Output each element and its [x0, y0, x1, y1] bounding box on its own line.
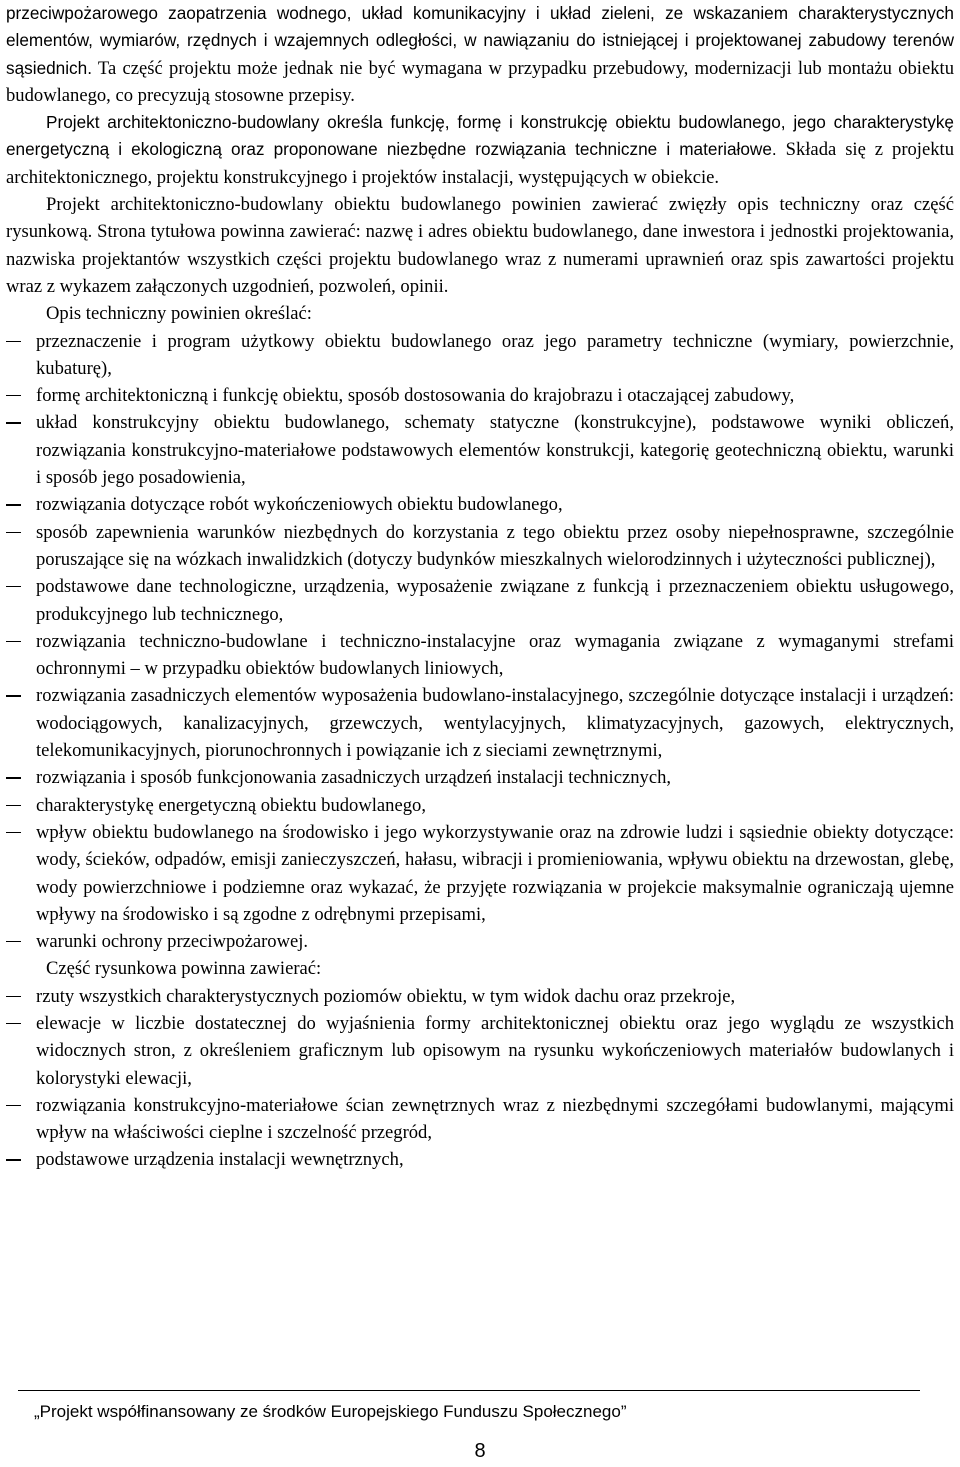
- content-paragraph: [6, 191, 954, 300]
- project-paragraph-part2: Składa się z projektu architektonicznego, projektu konstrukcyjnego i projektów instalacji, występujących w obiekcie.: [6, 139, 954, 188]
- list-item: wpływ obiektu budowlanego na środowisko i jego wykorzystywanie oraz na zdrowie ludzi i sąsiednie obiekty dotyczące: wody, ścieków, odpadów, emisji zanieczyszczeń, hałasu, wibracji i promieniowania, wpływu obiektu na drzewostan, glebę, wody powierzchniowe i podziemne oraz wykazać, że przyjęte rozwiązania w projekcie maksymalnie ograniczają ujemne wpływy na środowisko i są zgodne z odrębnymi przepisami,: [6, 819, 954, 928]
- list-item: sposób zapewnienia warunków niezbędnych do korzystania z tego obiektu przez osoby niepełnosprawne, szczególnie poruszające się na wózkach inwalidzkich (dotyczy budynków mieszkalnych wielorodzinnych i użyteczności publicznej),: [6, 519, 954, 574]
- footer-divider: [18, 1390, 920, 1391]
- list-item: układ konstrukcyjny obiektu budowlanego, schematy statyczne (konstrukcyjne), podstawowe wyniki obliczeń, rozwiązania konstrukcyjno-materiałowe podstawowych elementów konstrukcji, kategorię geotechniczną obiektu, warunki i sposób jego posadowienia,: [6, 409, 954, 491]
- intro-paragraph: [6, 0, 954, 109]
- project-paragraph: [6, 109, 954, 191]
- drawing-part-heading: Część rysunkowa powinna zawierać:: [46, 958, 322, 980]
- list-item: charakterystykę energetyczną obiektu budowlanego,: [6, 792, 954, 819]
- tech-description-heading: Opis techniczny powinien określać:: [46, 303, 312, 325]
- content-paragraph-part1: Projekt architektoniczno-budowlany obiektu budowlanego powinien zawierać zwięzły opis techniczny oraz część rysunkową.: [6, 194, 954, 243]
- list-item: podstawowe dane technologiczne, urządzenia, wyposażenie związane z funkcją i przeznaczeniem obiektu usługowego, produkcyjnego lub technicznego,: [6, 573, 954, 628]
- project-paragraph-part1: Projekt architektoniczno-budowlany określa funkcję, formę i konstrukcję obiektu budowlanego, jego charakterystykę energetyczną i ekologiczną oraz proponowane niezbędne rozwiązania techniczne i materiałowe.: [6, 112, 954, 160]
- footer-note: „Projekt współfinansowany ze środków Europejskiego Funduszu Społecznego”: [34, 1402, 627, 1421]
- list-item: rozwiązania techniczno-budowlane i techniczno-instalacyjne oraz wymagania związane z wymaganymi strefami ochronnymi – w przypadku obiektów budowlanych liniowych,: [6, 628, 954, 683]
- list-item: warunki ochrony przeciwpożarowej.: [6, 928, 954, 955]
- intro-paragraph-part2: Ta część projektu może jednak nie być wymagana w przypadku przebudowy, modernizacji lub montażu obiektu budowlanego, co precyzują stosowne przepisy.: [6, 57, 954, 106]
- content-paragraph-part2: Strona tytułowa powinna zawierać: nazwę i adres obiektu budowlanego, dane inwestora i jednostki projektowania, nazwiska projektantów wszystkich części projektu budowlanego wraz z numerami uprawnień oraz spis zawartości projektu wraz z wykazem załączonych uzgodnień, pozwoleń, opinii.: [6, 221, 954, 297]
- list-item: rozwiązania i sposób funkcjonowania zasadniczych urządzeń instalacji technicznych,: [6, 764, 954, 791]
- intro-paragraph-part1: przeciwpożarowego zaopatrzenia wodnego, układ komunikacyjny i układ zieleni, ze wskazaniem charakterystycznych elementów, wymiarów, rzędnych i wzajemnych odległości, w nawiązaniu do istniejącej i projektowanej zabudowy terenów sąsiednich.: [6, 3, 954, 78]
- list-item: rozwiązania zasadniczych elementów wyposażenia budowlano-instalacyjnego, szczególnie dotyczące instalacji i urządzeń: wodociągowych, kanalizacyjnych, grzewczych, wentylacyjnych, klimatyzacyjnych, gazowych, elektrycznych, telekomunikacyjnych, piorunochronnych i powiązanie ich z sieciami zewnętrznymi,: [6, 682, 954, 764]
- list-item: rozwiązania konstrukcyjno-materiałowe ścian zewnętrznych wraz z niezbędnymi szczegółami budowlanymi, mającymi wpływ na właściwości cieplne i szczelność przegród,: [6, 1092, 954, 1147]
- page-number: 8: [474, 1440, 486, 1462]
- tech-description-list: [6, 328, 954, 956]
- document-page: [6, 0, 954, 1174]
- list-item: przeznaczenie i program użytkowy obiektu budowlanego oraz jego parametry techniczne (wymiary, powierzchnie, kubaturę),: [6, 328, 954, 383]
- drawing-part-list: [6, 983, 954, 1174]
- list-item: rozwiązania dotyczące robót wykończeniowych obiektu budowlanego,: [6, 491, 954, 518]
- list-item: rzuty wszystkich charakterystycznych poziomów obiektu, w tym widok dachu oraz przekroje,: [6, 983, 954, 1010]
- list-item: elewacje w liczbie dostatecznej do wyjaśnienia formy architektonicznej obiektu oraz jego wyglądu ze wszystkich widocznych stron, z określeniem graficznym lub opisowym na rysunku wykończeniowych materiałów budowlanych i kolorystyki elewacji,: [6, 1010, 954, 1092]
- list-item: formę architektoniczną i funkcję obiektu, sposób dostosowania do krajobrazu i otaczającej zabudowy,: [6, 382, 954, 409]
- list-item: podstawowe urządzenia instalacji wewnętrznych,: [6, 1146, 954, 1173]
